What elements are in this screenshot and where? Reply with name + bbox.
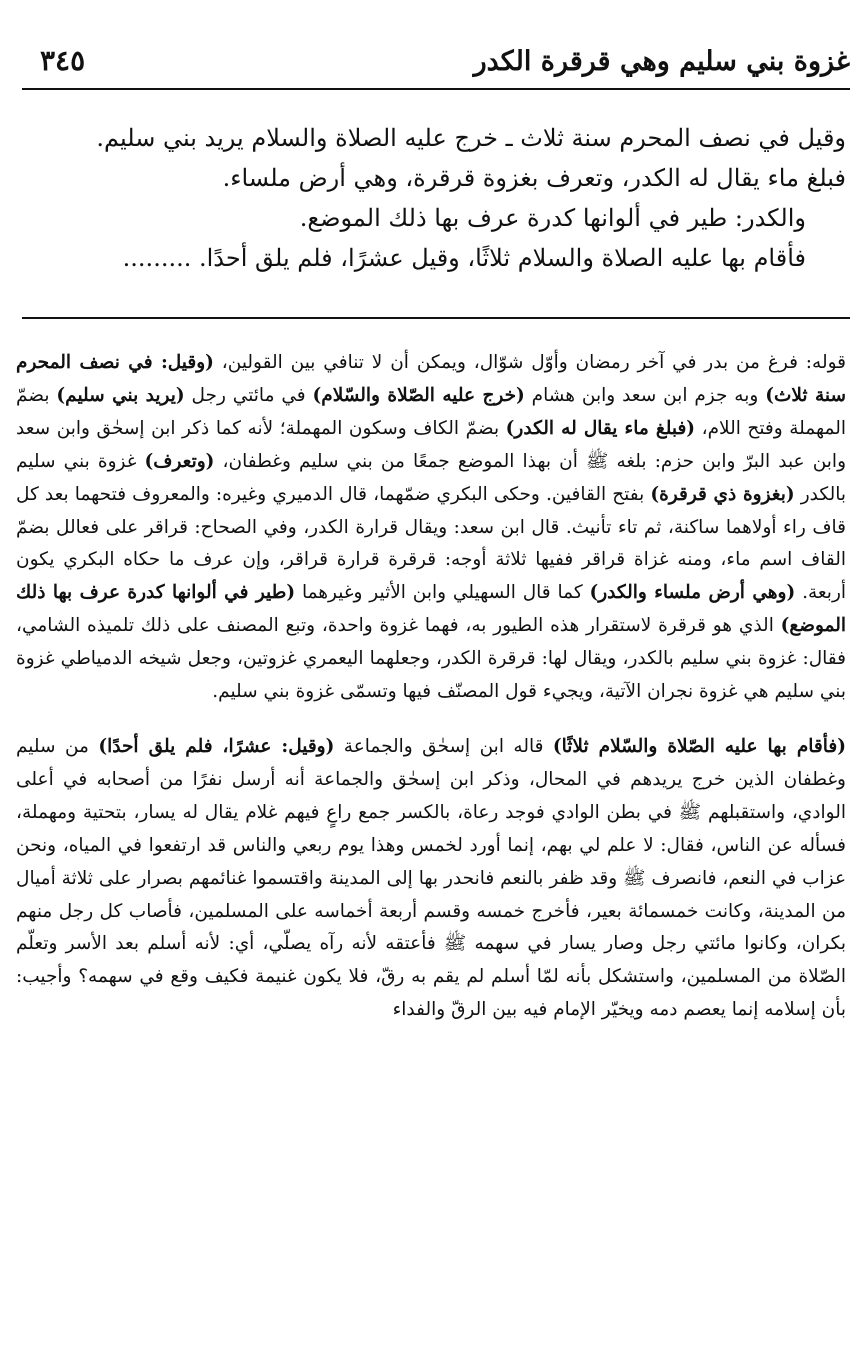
quoted-matn: (بغزوة ذي قرقرة) xyxy=(650,483,795,505)
main-text-line: فأقام بها عليه الصلاة والسلام ثلاثًا، وقيل عشرًا، فلم يلق أحدًا. ......... xyxy=(122,244,806,272)
commentary-text: بضمّ المهملة وفتح اللام، xyxy=(16,384,847,439)
commentary-paragraph-2 xyxy=(16,731,846,1027)
quoted-matn: (خرج عليه الصّلاة والسّلام) xyxy=(312,384,525,406)
page-number: ٣٤٥ xyxy=(40,44,86,77)
commentary-text: غزوة بني سليم بالكدر xyxy=(16,450,846,505)
commentary-paragraph-1 xyxy=(16,347,846,709)
quoted-matn: (وقيل: في نصف المحرم سنة ثلاث) xyxy=(16,352,846,406)
running-title: غزوة بني سليم وهي قرقرة الكدر xyxy=(473,46,850,77)
header-rule xyxy=(22,88,850,90)
quoted-matn: (فبلغ ماء يقال له الكدر) xyxy=(505,417,696,439)
main-text-line: فبلغ ماء يقال له الكدر، وتعرف بغزوة قرقرة، وهي أرض ملساء. xyxy=(222,164,846,192)
main-text-line: والكدر: طير في ألوانها كدرة عرف بها ذلك الموضع. xyxy=(299,204,806,232)
page-header xyxy=(28,40,850,84)
commentary-text: من سليم وغطفان الذين خرج يريدهم في المحال، وذكر ابن إسحٰق والجماعة أنه أرسل نفرًا من أصحابه في أعلى الوادي، واستقبلهم ﷺ في بطن الوادي فوجد رعاة، بالكسر جمع راعٍ فيهم غلام يقال له يسار، بتحتية ومهملة، فسأله عن الناس، فقال: لا علم لي بهم، إنما أورد لخمس وهذا يوم ربعي والناس قد ارتفعوا في المياه، ونحن عزاب في النعم، فانصرف ﷺ وقد ظفر بالنعم فانحدر بها إلى المدينة واقتسموا غنائمهم بصرار على ثلاثة أميال من المدينة، وكانت خمسمائة بعير، فأخرج خمسه وقسم أربعة أخماسه على المسلمين، فأصاب كل رجل منهم بكران، وكانوا مائتي رجل وصار يسار في سهمه ﷺ فأعتقه لأنه رآه يصلّي، أي: لأنه أسلم بعد الأسر وتعلّم الصّلاة من المسلمين، واستشكل بأنه لمّا أسلم لم يقم به رقّ، فلا يكون غنيمة فكيف وقع في سهمه؟ وأجيب: بأن إسلامه إنما يعصم دمه ويخيّر الإمام فيه بين الرقّ والفداء xyxy=(16,735,846,1021)
commentary-text: قوله: فرغ من بدر في آخر رمضان وأوّل شوّال، ويمكن أن لا تنافي بين القولين، xyxy=(213,352,846,373)
commentary-text: كما قال السهيلي وابن الأثير وغيرهما xyxy=(295,582,590,604)
commentary-text: الذي هو قرقرة لاستقرار هذه الطيور به، فهما غزوة واحدة، وتبع المصنف على ذلك تلميذه الشامي، فقال: غزوة بني سليم بالكدر، ويقال لها: قرقرة الكدر، وجعلهما اليعمري غزوتين، وجعل شيخه الدمياطي غزوة بني سليم هي غزوة نجران الآتية، ويجيء قول المصنّف فيها وتسمّى غزوة بني سليم. xyxy=(16,615,846,703)
text-separator-rule xyxy=(22,317,850,319)
quoted-matn: (وهي أرض ملساء والكدر) xyxy=(589,582,796,604)
commentary-text: بضمّ الكاف وسكون المهملة؛ لأنه كما ذكر ابن إسحٰق وابن سعد وابن عبد البرّ وابن حزم: بلغه ﷺ أن بهذا الموضع جمعًا من بني سليم وغطفان، xyxy=(16,417,846,472)
quoted-matn: (يريد بني سليم) xyxy=(56,384,185,406)
quoted-matn: (طير في ألوانها كدرة عرف بها ذلك الموضع) xyxy=(16,582,846,637)
commentary-text: بفتح القافين. وحكى البكري ضمّهما، قال الدميري وغيره: والمعروف فتحهما بعد كل قاف راء أولاهما ساكنة، ثم تاء تأنيث. قال ابن سعد: ويقال قرارة الكدر، وفي الصحاح: قراقر على فعالل بضمّ القاف اسم ماء، ومنه غزاة قراقر ففيها ثلاثة أوجه: قرقرة قرارة قراقر، وإن عرف ما حكاه البكري يكون أربعة. xyxy=(16,483,847,604)
commentary xyxy=(16,347,846,1027)
quoted-matn: (وقيل: عشرًا، فلم يلق أحدًا) xyxy=(98,735,335,757)
main-text-line: وقيل في نصف المحرم سنة ثلاث ـ خرج عليه الصلاة والسلام يريد بني سليم. xyxy=(96,124,846,152)
commentary-text: في مائتي رجل xyxy=(184,384,313,406)
main-text xyxy=(18,118,846,278)
quoted-matn: (فأقام بها عليه الصّلاة والسّلام ثلاثًا) xyxy=(552,735,846,757)
commentary-text: وبه جزم ابن سعد وابن هشام xyxy=(524,384,766,406)
commentary-text: قاله ابن إسحٰق والجماعة xyxy=(334,735,553,757)
quoted-matn: (وتعرف) xyxy=(144,450,215,472)
